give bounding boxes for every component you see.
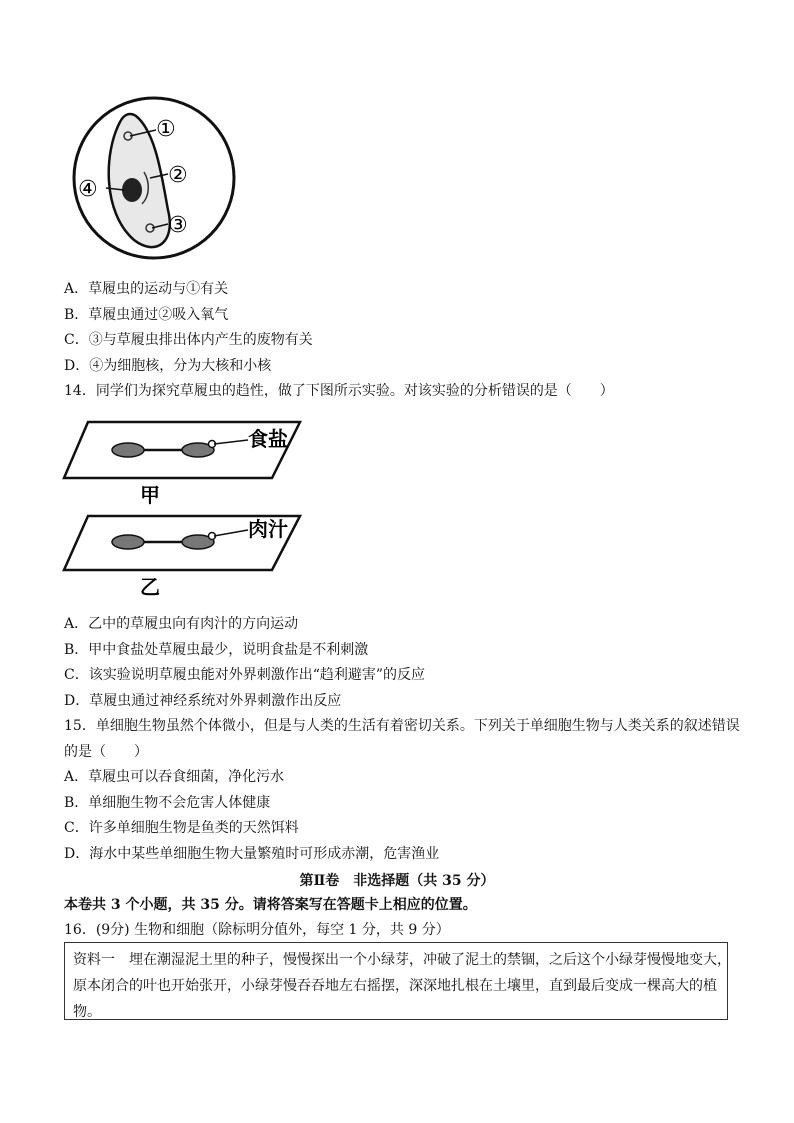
q14-stem: 14．同学们为探究草履虫的趋性，做了下图所示实验。对该实验的分析错误的是（ ） [64,383,614,399]
q13-option-c: C．③与草履虫排出体内产生的废物有关 [64,332,313,348]
section2-title: 第Ⅱ卷 非选择题（共 35 分） [299,873,495,889]
q15-option-c: C．许多单细胞生物是鱼类的天然饵料 [64,820,299,836]
caption-jia: 甲 [140,483,160,507]
material-line-2: 原本闭合的叶也开始张开，小绿芽慢吞吞地左右摇摆，深深地扎根在土壤里，直到最后变成一棵高大的植 [73,978,717,994]
q14-option-b: B．甲中食盐处草履虫最少，说明食盐是不利刺激 [64,642,369,658]
slides-figure [60,412,310,602]
q13-option-a: A．草履虫的运动与①有关 [64,281,229,297]
drop-bottom-left [112,535,144,549]
label-4: ④ [78,177,98,202]
label-3: ③ [168,213,188,238]
material-line-3: 物。 [73,1004,101,1020]
q15-option-a: A．草履虫可以吞食细菌，净化污水 [64,769,285,785]
broth-label: 肉汁 [248,517,288,541]
q14-option-a: A．乙中的草履虫向有肉汁的方向运动 [64,616,299,632]
nucleus-shape [122,178,142,202]
q14-option-c: C．该实验说明草履虫能对外界刺激作出“趋利避害”的反应 [64,667,426,683]
label-2: ② [168,163,188,188]
q16-stem: 16．(9分) 生物和细胞（除标明分值外，每空 1 分，共 9 分） [64,922,450,938]
q15-option-b: B．单细胞生物不会危害人体健康 [64,795,271,811]
material-line-1: 资料一 埋在潮湿泥土里的种子，慢慢探出一个小绿芽，冲破了泥土的禁锢，之后这个小绿芽慢慢地变大， [73,952,731,968]
q15-stem-line2: 的是（ ） [64,744,148,760]
caption-yi: 乙 [140,575,160,599]
q13-option-d: D．④为细胞核，分为大核和小核 [64,358,272,374]
label-1: ① [156,117,176,142]
material-box [64,942,731,1020]
drop-top-left [112,443,144,457]
q15-option-d: D．海水中某些单细胞生物大量繁殖时可形成赤潮，危害渔业 [64,846,440,862]
paramecium-figure [64,92,254,264]
q14-option-d: D．草履虫通过神经系统对外界刺激作出反应 [64,693,342,709]
salt-label: 食盐 [248,427,288,451]
q13-option-b: B．草履虫通过②吸入氧气 [64,307,229,323]
section2-instructions: 本卷共 3 个小题，共 35 分。请将答案写在答题卡上相应的位置。 [64,897,477,913]
q15-stem-line1: 15．单细胞生物虽然个体微小，但是与人类的生活有着密切关系。下列关于单细胞生物与人类关系的叙述错误 [64,718,740,734]
